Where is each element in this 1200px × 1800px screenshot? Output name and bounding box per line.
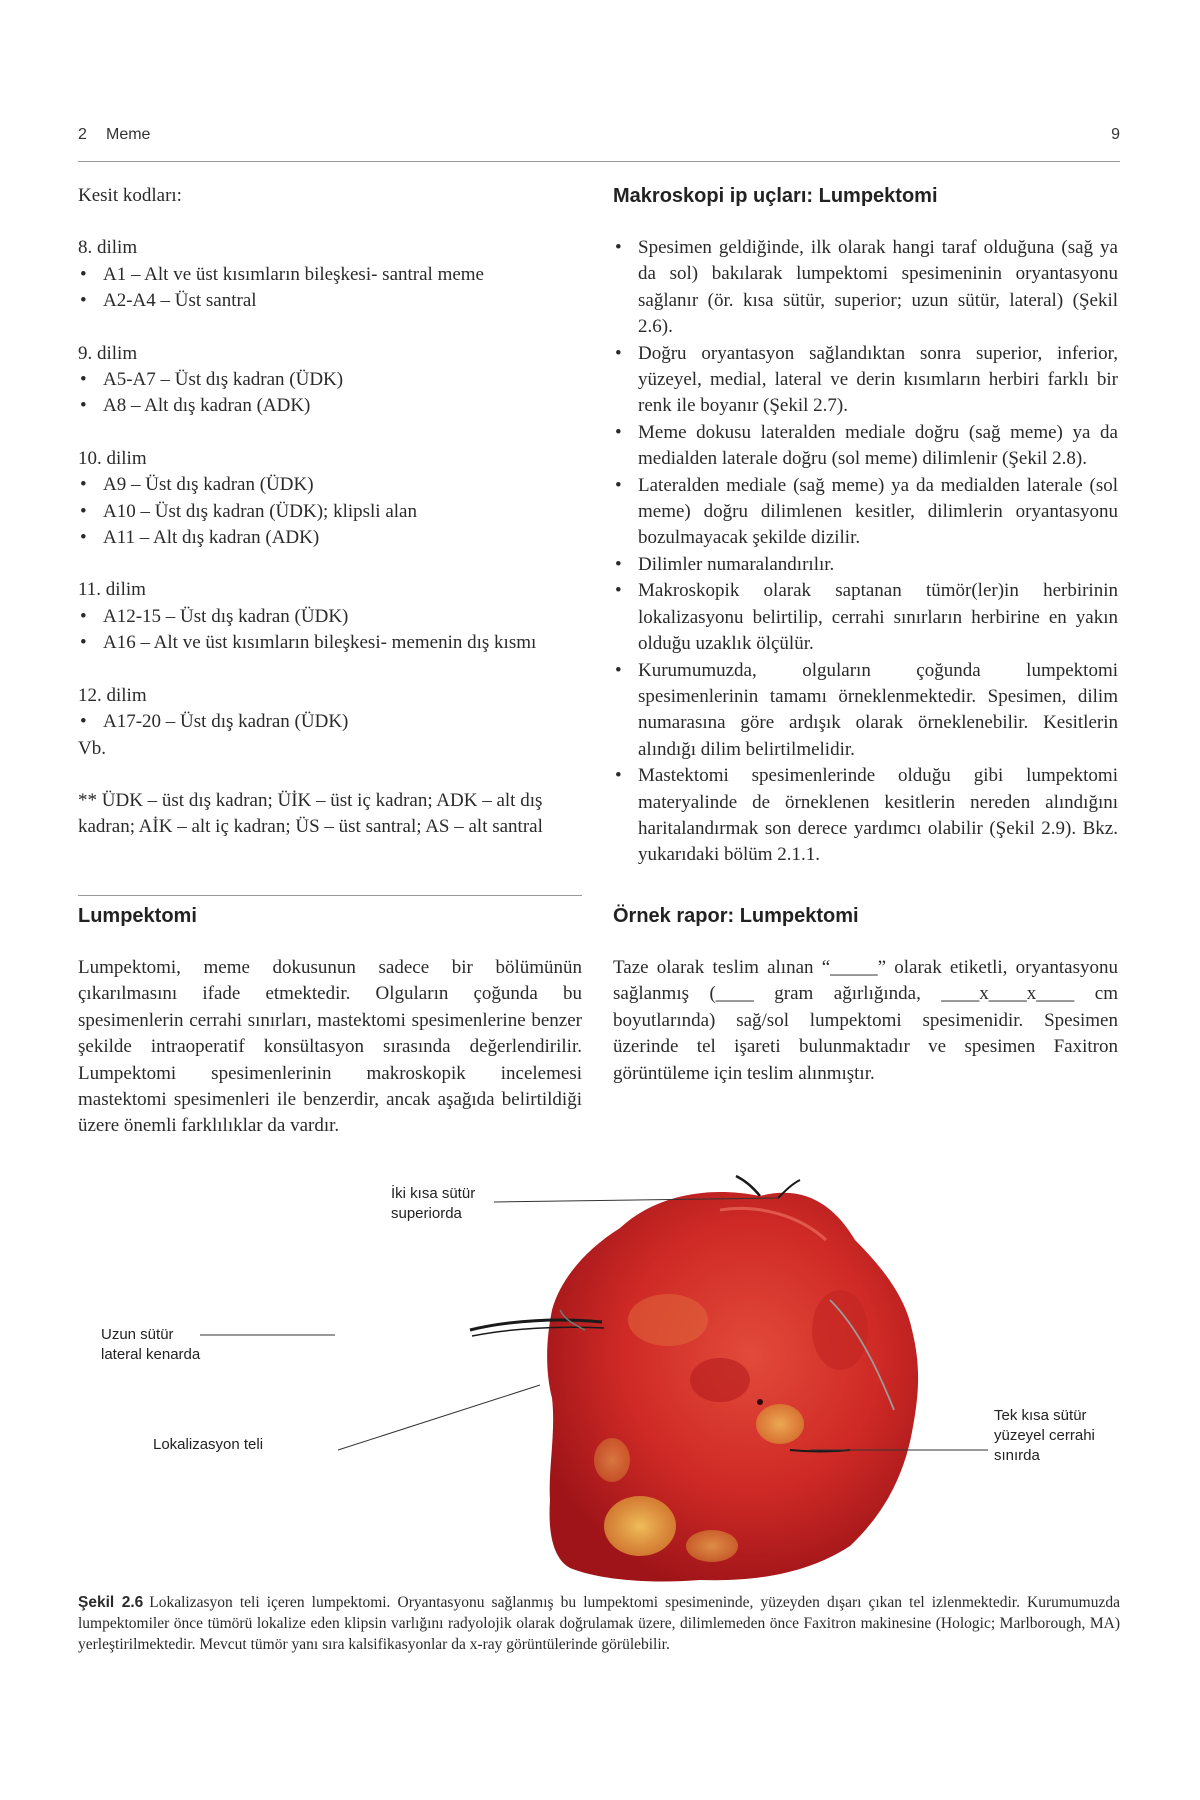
section-divider <box>78 895 582 896</box>
slice-title: 12. dilim <box>78 684 147 706</box>
section-code-item: • A17-20 – Üst dış kadran (ÜDK) <box>78 709 582 735</box>
report-paragraph: Taze olarak teslim alınan “_____” olarak etiketli, oryantasyonu sağlanmış (____ gram ağırlığında, ____x____x____ cm boyutlarında) sağ/sol lumpektomi spesimenidir. Spesimen üzerinde tel işareti bulunmaktadır ve spesimen Faxitron görüntüleme için teslim alınmıştır. <box>613 957 1118 1084</box>
fat-lobule <box>594 1438 630 1482</box>
abbreviation-note: ** ÜDK – üst dış kadran; ÜİK – üst iç kadran; ADK – alt dış kadran; AİK – alt iç kadran; ÜS – üst santral; AS – alt santral <box>78 789 543 838</box>
chapter-title: Meme <box>106 126 151 143</box>
slice-title: 10. dilim <box>78 447 147 469</box>
fat-lobule <box>690 1358 750 1402</box>
section-code-item: • A12-15 – Üst dış kadran (ÜDK) <box>78 604 582 630</box>
slice-group <box>78 235 582 314</box>
page-number: 9 <box>1111 126 1120 143</box>
slice-group <box>78 577 582 656</box>
figure-caption <box>78 1592 1120 1655</box>
slice-title: 9. dilim <box>78 342 138 364</box>
fat-lobule <box>756 1404 804 1444</box>
tip-item: • Kurumumuzda, olguların çoğunda lumpektomi spesimenlerinin tamamı örneklenmektedir. Spesimen, dilim numarasına göre ardışık olarak örneklenebilir. Kesitlerin alındığı dilim belirtilmelidir. <box>613 658 1118 764</box>
callout-leader-line <box>338 1385 540 1450</box>
slice-group <box>78 446 582 552</box>
section-code-item: • A16 – Alt ve üst kısımların bileşkesi- memenin dış kısmı <box>78 630 582 656</box>
section-code-item: • A1 – Alt ve üst kısımların bileşkesi- santral meme <box>78 262 582 288</box>
slice-title: 8. dilim <box>78 237 138 259</box>
specimen-figure <box>0 1170 1200 1590</box>
section-code-item: • A11 – Alt dış kadran (ADK) <box>78 525 582 551</box>
callout-single-short-suture: Tek kısa sütür yüzeyel cerrahi sınırda <box>994 1407 1095 1464</box>
tip-item: • Doğru oryantasyon sağlandıktan sonra superior, inferior, yüzeyel, medial, lateral ve derin kısımların herbiri farklı bir renk ile boyanır (Şekil 2.7). <box>613 341 1118 420</box>
tip-item: • Dilimler numaralandırılır. <box>613 552 1118 578</box>
slice-group <box>78 341 582 420</box>
section-code-item: • A5-A7 – Üst dış kadran (ÜDK) <box>78 367 582 393</box>
right-column <box>613 183 1118 869</box>
callout-localization-wire: Lokalizasyon teli <box>153 1436 264 1453</box>
section-code-item: • A2-A4 – Üst santral <box>78 288 582 314</box>
caption-label: Şekil 2.6 <box>78 1594 144 1611</box>
fat-lobule <box>628 1294 708 1346</box>
tip-item: • Meme dokusu lateralden mediale doğru (sağ meme) ya da medialden laterale doğru (sol meme) dilimlenir (Şekil 2.8). <box>613 420 1118 473</box>
tip-item: • Lateralden mediale (sağ meme) ya da medialden laterale (sol meme) doğru dilimlenen kesitler, dilimlerin oryantasyonu bozulmayacak şekilde dizilir. <box>613 473 1118 552</box>
specimen-photo <box>0 1170 1200 1590</box>
running-head <box>78 126 1120 150</box>
lumpektomi-paragraph: Lumpektomi, meme dokusunun sadece bir bölümünün çıkarılmasını ifade etmektedir. Olguların çoğunda bu spesimenlerin cerrahi sınırları, mastektomi spesimenlerine benzer şekilde intraoperatif konsültasyon sırasında değerlendirilir. Lumpektomi spesimenlerinin makroskopik incelemesi mastektomi spesimenleri ile benzerdir, ancak aşağıda belirtildiği üzere önemli farklılıklar da vardır. <box>78 957 582 1137</box>
report-heading: Örnek rapor: Lumpektomi <box>613 905 859 927</box>
lumpektomi-section <box>78 903 582 1140</box>
lumpektomi-heading: Lumpektomi <box>78 905 197 927</box>
fat-lobule <box>686 1530 738 1562</box>
slice-group <box>78 683 582 762</box>
section-codes-label: Kesit kodları: <box>78 185 182 206</box>
fat-lobule <box>604 1496 676 1556</box>
caption-text: Lokalizasyon teli içeren lumpektomi. Oryantasyonu sağlanmış bu lumpektomi spesimeninde, yüzeyden dışarı çıkan tel izlenmektedir. Kurumumuzda lumpektomiler önce tümörü lokalize eden klipsin varlığını radyolojik olarak doğrulamak üzere, dilimlemeden önce Faxitron makinesine (Hologic; Marlborough, MA) yerleştirilmektedir. Mevcut tümör yanı sıra kalsifikasyonlar da x-ray görüntülerinde görülebilir. <box>78 1594 1120 1653</box>
etc-marker: Vb. <box>78 737 106 759</box>
tip-item: • Spesimen geldiğinde, ilk olarak hangi taraf olduğuna (sağ ya da sol) bakılarak lumpektomi spesimeninin oryantasyonu sağlanır (ör. kısa sütür, superior; uzun sütür, lateral) (Şekil 2.6). <box>613 235 1118 341</box>
chapter-number: 2 <box>78 126 87 143</box>
tip-item: • Mastektomi spesimenlerinde olduğu gibi lumpektomi materyalinde de örneklenen kesitlerin nereden alındığını haritalandırmak son derece yardımcı olabilir (Şekil 2.9). Bkz. yukarıdaki bölüm 2.1.1. <box>613 763 1118 869</box>
callout-two-short-sutures: İki kısa sütür superiorda <box>391 1185 476 1222</box>
fat-lobule <box>812 1290 868 1370</box>
callout-long-suture: Uzun sütür lateral kenarda <box>101 1326 201 1363</box>
slice-title: 11. dilim <box>78 579 146 601</box>
tip-item: • Makroskopik olarak saptanan tümör(ler)in herbirinin lokalizasyonu belirtilip, cerrahi sınırların herbirine en yakın olduğu uzaklık ölçülür. <box>613 578 1118 657</box>
section-code-item: • A9 – Üst dış kadran (ÜDK) <box>78 472 582 498</box>
left-column <box>78 183 582 841</box>
report-section <box>613 903 1118 1087</box>
ink-dot <box>757 1399 763 1405</box>
header-divider <box>78 161 1120 162</box>
section-code-item: • A10 – Üst dış kadran (ÜDK); klipsli alan <box>78 499 582 525</box>
tips-heading: Makroskopi ip uçları: Lumpektomi <box>613 185 938 207</box>
section-code-item: • A8 – Alt dış kadran (ADK) <box>78 393 582 419</box>
